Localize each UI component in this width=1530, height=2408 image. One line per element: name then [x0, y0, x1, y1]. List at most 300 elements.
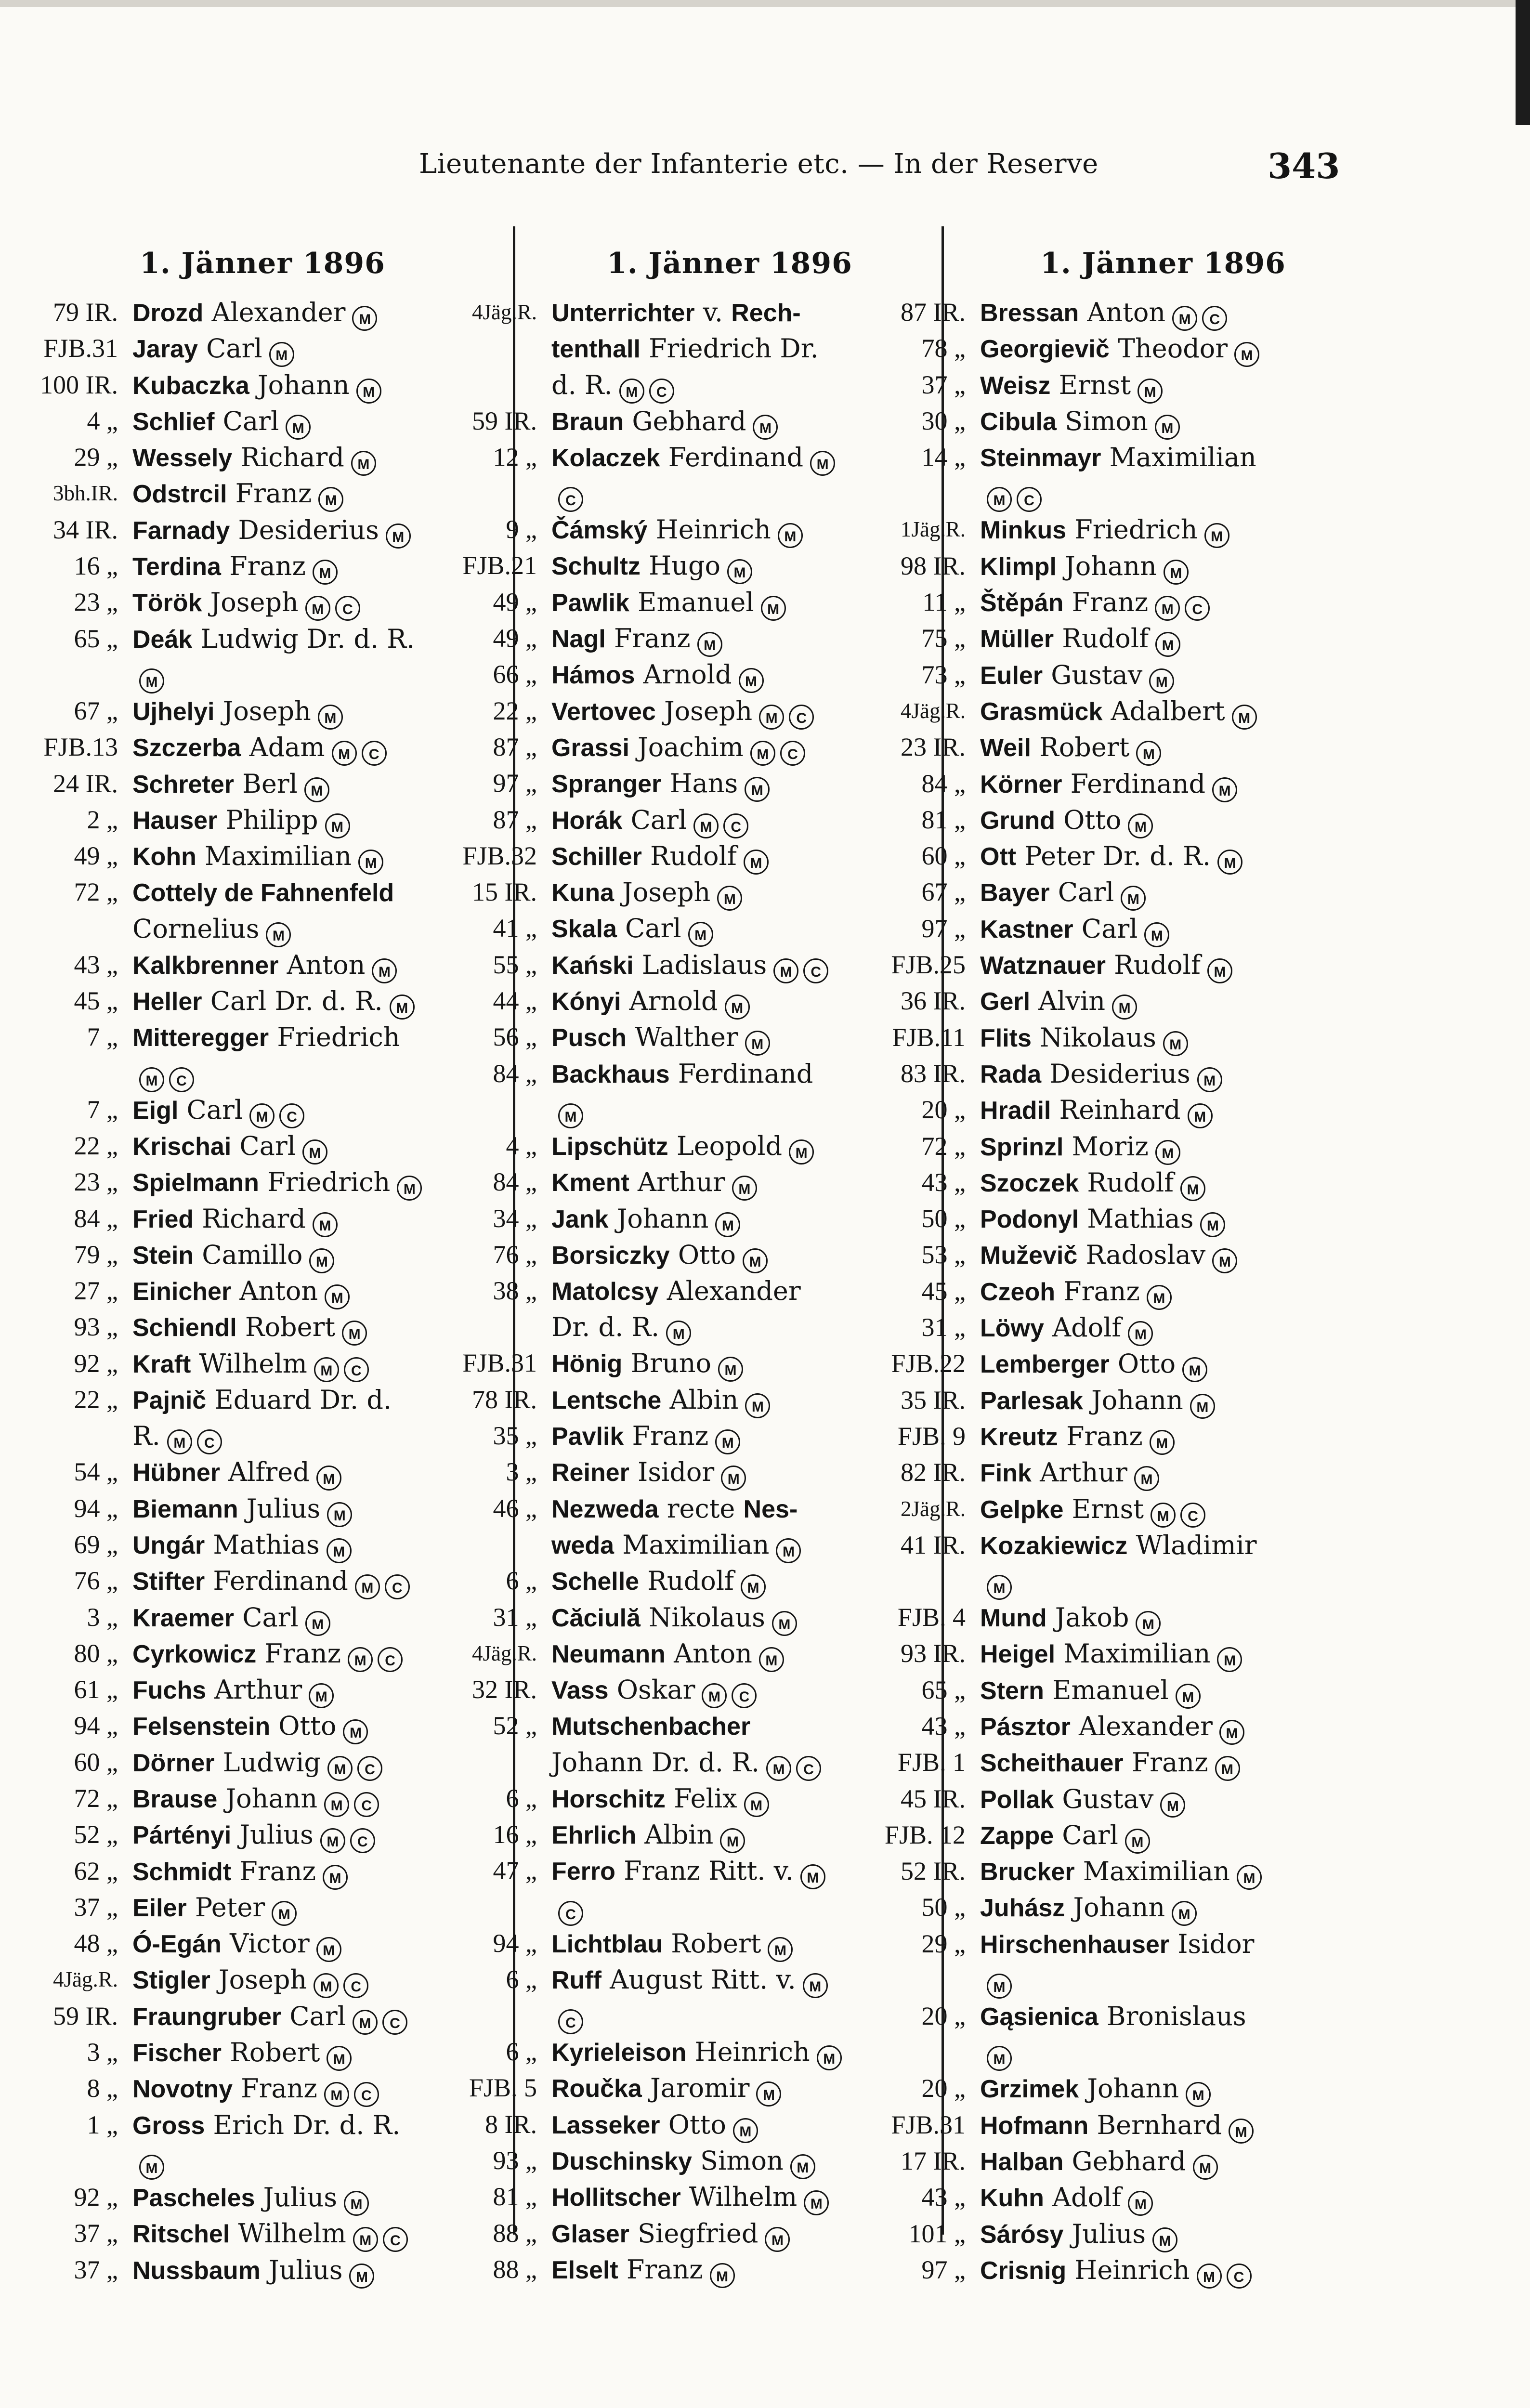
name-detail: Wilhelm	[230, 2218, 346, 2249]
surname: Grassi	[551, 733, 629, 762]
unit-label: 65 „	[921, 1675, 966, 1704]
unit-label: 87 IR.	[901, 298, 966, 327]
surname: Odstrcil	[132, 480, 227, 509]
unit-label: FJB.21	[462, 551, 537, 580]
surname: Juhász	[980, 1894, 1065, 1923]
list-item	[438, 1346, 939, 1382]
name-detail: Joseph	[655, 695, 753, 726]
civil-badge-icon: C	[335, 596, 360, 621]
military-merit-badge-icon: M	[352, 306, 377, 331]
military-merit-badge-icon: M	[372, 958, 397, 983]
list-item	[19, 1309, 506, 1346]
unit-label: 88 „	[493, 2218, 537, 2248]
list-item	[867, 2107, 1377, 2144]
name-detail: Richard	[194, 1203, 306, 1234]
military-merit-badge-icon: M	[344, 2191, 369, 2216]
unit-label: 37 „	[74, 1892, 118, 1922]
surname: Klimpl	[980, 552, 1057, 581]
surname: tenthall	[551, 335, 641, 364]
unit-label: 3 „	[87, 2038, 118, 2067]
military-merit-badge-icon: M	[1234, 342, 1259, 367]
military-merit-badge-icon: M	[1136, 741, 1161, 766]
surname: Hollitscher	[551, 2184, 681, 2212]
list-item	[438, 548, 939, 584]
military-merit-badge-icon: M	[332, 741, 357, 766]
surname: Einicher	[132, 1278, 232, 1306]
name-detail: Victor	[221, 1928, 310, 1959]
unit-label: 59 IR.	[53, 2001, 118, 2030]
surname: Pajnič	[132, 1387, 207, 1415]
name-detail: Friedrich Dr.	[640, 333, 819, 364]
unit-label: 7 „	[87, 1022, 118, 1052]
list-item	[19, 1563, 506, 1599]
name-detail: Maximilian	[1055, 1638, 1211, 1669]
military-merit-badge-icon: M	[355, 1574, 380, 1599]
surname: Ferro	[551, 1858, 615, 1886]
civil-badge-icon: C	[354, 1792, 379, 1817]
list-item	[19, 331, 506, 367]
list-item	[867, 1165, 1377, 1201]
military-merit-badge-icon: M	[386, 523, 411, 549]
name-detail: Camillo	[194, 1239, 303, 1270]
unit-label: 1 „	[87, 2110, 118, 2139]
civil-badge-icon: C	[378, 1647, 403, 1672]
name-detail: Mathias	[1079, 1204, 1194, 1234]
military-merit-badge-icon: M	[1172, 306, 1197, 331]
surname: Ó-Egán	[132, 1930, 222, 1959]
list-item	[19, 512, 506, 549]
name-detail: Franz	[605, 623, 691, 654]
list-item	[19, 1890, 506, 1926]
name-detail: Robert	[221, 2037, 320, 2068]
unit-label: 20 „	[921, 2074, 966, 2103]
name-detail: Arthur	[206, 1675, 302, 1705]
surname: Török	[132, 589, 202, 617]
list-item	[867, 1673, 1377, 1709]
list-item	[19, 730, 506, 766]
name-detail: Carl	[231, 1130, 296, 1161]
military-merit-badge-icon: M	[318, 487, 343, 512]
surname: Parlesak	[980, 1387, 1083, 1415]
unit-label: 44 „	[493, 986, 537, 1016]
list-item	[19, 1273, 506, 1309]
name-detail: Bruno	[622, 1348, 712, 1379]
name-detail: Anton	[1079, 297, 1166, 327]
entry-text	[980, 802, 1377, 838]
list-item	[438, 440, 939, 512]
list-item	[867, 983, 1377, 1020]
list-item	[19, 1454, 506, 1491]
name-detail: Ernst	[1063, 1493, 1144, 1524]
name-detail: Anton	[231, 1276, 318, 1307]
name-detail: Wilhelm	[680, 2182, 798, 2212]
entry-text	[980, 1020, 1377, 1056]
military-merit-badge-icon: M	[772, 1611, 797, 1636]
surname: Štěpán	[980, 589, 1064, 617]
unit-label: 75 „	[921, 624, 966, 653]
list-item	[438, 1853, 939, 1925]
military-merit-badge-icon: M	[1172, 1901, 1197, 1926]
list-item	[867, 1890, 1377, 1926]
name-detail: Johann	[217, 1783, 318, 1814]
list-item	[438, 1600, 939, 1636]
unit-label: 79 IR.	[53, 298, 118, 327]
surname: Horák	[551, 806, 623, 835]
surname: Podonyl	[980, 1205, 1079, 1234]
unit-label: 31 „	[493, 1602, 537, 1632]
name-detail: Hans	[661, 768, 738, 799]
list-item	[867, 585, 1377, 621]
unit-label: 14 „	[921, 443, 966, 472]
name-detail: Cornelius	[132, 913, 260, 944]
military-merit-badge-icon: M	[1186, 2082, 1211, 2107]
list-item	[19, 766, 506, 802]
unit-label: 67 „	[74, 696, 118, 725]
surname: Ehrlich	[551, 1821, 637, 1849]
list-item	[19, 1527, 506, 1563]
list-item	[19, 549, 506, 585]
list-item	[438, 2034, 939, 2070]
unit-label: 24 IR.	[53, 769, 118, 798]
list-item	[19, 875, 506, 947]
unit-label: 84 „	[74, 1204, 118, 1233]
unit-label: 43 „	[921, 1711, 966, 1741]
unit-label: 50 „	[921, 1204, 966, 1233]
unit-label: 6 „	[506, 1783, 537, 1813]
surname: Rech-	[731, 299, 801, 327]
unit-label: 80 „	[74, 1638, 118, 1668]
military-merit-badge-icon: M	[733, 2118, 758, 2143]
military-merit-badge-icon: M	[1155, 1140, 1180, 1165]
name-detail: Heinrich	[686, 2037, 810, 2068]
list-item	[867, 1492, 1377, 1528]
military-merit-badge-icon: M	[1217, 850, 1242, 875]
military-merit-badge-icon: M	[1215, 1756, 1240, 1781]
name-detail: v.	[694, 297, 732, 327]
surname: Pavlik	[551, 1423, 624, 1451]
surname: Kraft	[132, 1350, 191, 1378]
surname: Dörner	[132, 1749, 215, 1777]
unit-label: FJB. 12	[884, 1820, 966, 1849]
military-merit-badge-icon: M	[1219, 1720, 1244, 1745]
list-item	[867, 657, 1377, 694]
surname: Kyrieleison	[551, 2039, 687, 2067]
name-detail: Simon	[692, 2146, 784, 2176]
entry-text	[980, 2144, 1377, 2180]
military-merit-badge-icon: M	[1204, 523, 1229, 548]
list-item	[19, 947, 506, 983]
unit-label: 36 IR.	[901, 986, 966, 1016]
military-merit-badge-icon: M	[766, 1756, 791, 1781]
entry-text	[980, 1999, 1377, 2071]
unit-label: 94 „	[74, 1493, 118, 1523]
name-detail: Nikolaus	[1031, 1022, 1156, 1053]
name-detail: d. R.	[551, 369, 613, 400]
name-detail: Joseph	[214, 695, 311, 726]
entry-text	[980, 1854, 1377, 1890]
name-detail: Hugo	[640, 550, 721, 581]
name-detail: R.	[132, 1421, 160, 1452]
military-merit-badge-icon: M	[1138, 379, 1163, 404]
name-detail: Heinrich	[647, 514, 771, 545]
entry-text	[980, 1419, 1377, 1455]
unit-label: 22 „	[74, 1131, 118, 1160]
name-detail: Robert	[663, 1928, 761, 1959]
unit-label: 29 „	[921, 1929, 966, 1958]
list-item	[867, 730, 1377, 766]
entry-list	[19, 295, 506, 2289]
military-merit-badge-icon: M	[1229, 2119, 1254, 2144]
list-item	[438, 1201, 939, 1237]
list-item	[19, 404, 506, 440]
civil-badge-icon: C	[343, 1973, 368, 1998]
unit-label: 45 „	[74, 986, 118, 1016]
name-detail: Ferdinand	[1062, 768, 1206, 799]
list-item	[19, 585, 506, 621]
list-item	[19, 1092, 506, 1128]
unit-label: 84 „	[493, 1059, 537, 1088]
name-detail: Siegfried	[629, 2218, 758, 2249]
unit-label: 72 „	[921, 1131, 966, 1161]
name-detail: Maximilian	[614, 1529, 770, 1560]
entry-text	[980, 404, 1377, 440]
civil-badge-icon: C	[1180, 1503, 1205, 1528]
military-merit-badge-icon: M	[715, 1212, 740, 1237]
name-detail: Franz	[256, 1638, 341, 1669]
list-item	[19, 476, 506, 512]
military-merit-badge-icon: M	[987, 487, 1012, 512]
list-item	[867, 2071, 1377, 2107]
surname: Euler	[980, 661, 1043, 690]
list-item	[19, 1708, 506, 1744]
unit-label: 32 IR.	[472, 1675, 537, 1704]
unit-label: 79 „	[74, 1240, 118, 1269]
surname: Kreutz	[980, 1423, 1058, 1451]
entry-text	[980, 2180, 1377, 2216]
list-item	[19, 1020, 506, 1092]
name-detail: Franz	[227, 478, 312, 509]
list-item	[867, 1092, 1377, 1128]
military-merit-badge-icon: M	[1217, 1647, 1242, 1672]
military-merit-badge-icon: M	[759, 1647, 784, 1672]
surname: Gross	[132, 2111, 205, 2140]
military-merit-badge-icon: M	[1134, 1466, 1159, 1491]
unit-label: 69 „	[74, 1530, 118, 1559]
name-detail: Julius	[260, 2254, 343, 2285]
military-merit-badge-icon: M	[732, 1176, 757, 1201]
surname: Hönig	[551, 1350, 623, 1378]
unit-label: 84 „	[493, 1167, 537, 1197]
unit-label: 61 „	[74, 1675, 118, 1704]
entry-text	[980, 2216, 1377, 2252]
unit-label: 93 „	[493, 2146, 537, 2175]
entry-text	[980, 1201, 1377, 1237]
unit-label: 81 „	[493, 2182, 537, 2212]
list-item	[867, 1926, 1377, 1999]
civil-badge-icon: C	[649, 379, 674, 404]
military-merit-badge-icon: M	[810, 451, 835, 476]
military-merit-badge-icon: M	[790, 2154, 815, 2179]
surname: Terdina	[132, 553, 221, 581]
unit-label: 93 „	[74, 1312, 118, 1342]
military-merit-badge-icon: M	[343, 1719, 368, 1744]
unit-label: 16 „	[493, 1819, 537, 1849]
list-item	[867, 1528, 1377, 1600]
surname: Pártényi	[132, 1821, 232, 1850]
surname: Lichtblau	[551, 1930, 663, 1958]
list-item	[867, 1020, 1377, 1056]
unit-label: 11 „	[922, 588, 966, 617]
surname: Kastner	[980, 915, 1073, 943]
unit-label: 59 IR.	[472, 406, 537, 435]
surname: Gelpke	[980, 1495, 1064, 1524]
surname: Kment	[551, 1169, 629, 1197]
military-merit-badge-icon: M	[327, 1538, 352, 1563]
surname: Schlief	[132, 407, 215, 436]
entry-text	[980, 1781, 1377, 1818]
column-1	[19, 236, 506, 2285]
entry-text	[980, 1310, 1377, 1346]
unit-label: 47 „	[493, 1856, 537, 1885]
surname: Gerl	[980, 988, 1031, 1016]
unit-label: 20 „	[921, 1095, 966, 1125]
name-detail: Joachim	[629, 732, 744, 762]
list-item	[867, 766, 1377, 802]
scan-edge-top	[0, 0, 1530, 7]
unit-label: 55 „	[493, 950, 537, 979]
civil-badge-icon: C	[1185, 596, 1210, 621]
entry-text	[980, 1383, 1377, 1419]
military-merit-badge-icon: M	[327, 1502, 352, 1527]
unit-label: FJB.11	[892, 1022, 966, 1052]
name-detail: Robert	[236, 1312, 336, 1343]
entry-text	[980, 766, 1377, 802]
surname: Kraemer	[132, 1604, 235, 1632]
list-item	[19, 1962, 506, 1998]
military-merit-badge-icon: M	[1197, 2264, 1222, 2289]
list-item	[19, 1600, 506, 1636]
military-merit-badge-icon: M	[1152, 2227, 1177, 2252]
entry-text	[980, 1165, 1377, 1201]
military-merit-badge-icon: M	[324, 2082, 349, 2107]
name-detail: Peter Dr. d. R.	[1016, 841, 1211, 872]
name-detail: Arthur	[629, 1167, 725, 1198]
list-item	[438, 2070, 939, 2107]
surname: Crisnig	[980, 2256, 1067, 2285]
entry-text	[980, 875, 1377, 911]
military-merit-badge-icon: M	[1147, 1285, 1172, 1310]
military-merit-badge-icon: M	[753, 415, 778, 440]
entry-text	[980, 1274, 1377, 1310]
surname: Szoczek	[980, 1169, 1079, 1197]
list-item	[19, 2035, 506, 2071]
unit-label: 78 IR.	[472, 1385, 537, 1414]
surname: Glaser	[551, 2220, 629, 2248]
unit-label: 65 „	[74, 624, 118, 653]
military-merit-badge-icon: M	[1160, 1793, 1185, 1818]
military-merit-badge-icon: M	[324, 1792, 349, 1817]
entry-text	[980, 1709, 1377, 1745]
surname: Kuhn	[980, 2184, 1044, 2212]
surname: Sárósy	[980, 2220, 1064, 2249]
surname: Scheithauer	[980, 1749, 1124, 1778]
entry-text	[980, 1237, 1377, 1273]
unit-label: 97 „	[493, 769, 537, 798]
surname: Löwy	[980, 1314, 1044, 1343]
name-detail: Mathias	[205, 1529, 320, 1560]
civil-badge-icon: C	[354, 2082, 379, 2107]
name-detail: Otto	[1055, 804, 1122, 835]
military-merit-badge-icon: M	[325, 813, 350, 838]
name-detail: Friedrich	[269, 1022, 400, 1053]
unit-label: 41 IR.	[901, 1530, 966, 1559]
military-merit-badge-icon: M	[761, 596, 786, 621]
surname: Lasseker	[551, 2111, 660, 2139]
military-merit-badge-icon: M	[756, 2081, 781, 2107]
entry-text	[980, 983, 1377, 1020]
surname: Kónyi	[551, 988, 621, 1016]
military-merit-badge-icon: M	[710, 2263, 735, 2288]
list-item	[438, 2216, 939, 2252]
name-detail: Johann Dr. d. R.	[551, 1747, 760, 1778]
list-item	[867, 1455, 1377, 1491]
military-merit-badge-icon: M	[1155, 632, 1180, 657]
list-item	[438, 2252, 939, 2288]
surname: Cibula	[980, 407, 1057, 436]
name-detail: Carl	[178, 1094, 243, 1125]
name-detail: Johann	[1083, 1385, 1183, 1415]
surname: Duschinsky	[551, 2147, 692, 2176]
civil-badge-icon: C	[1227, 2264, 1252, 2289]
unit-label: 3 „	[506, 1457, 537, 1487]
surname: Mund	[980, 1604, 1047, 1633]
name-detail: Rudolf	[639, 1566, 734, 1597]
entry-text	[980, 1492, 1377, 1528]
name-detail: Carl	[622, 804, 687, 835]
military-merit-badge-icon: M	[619, 379, 644, 404]
surname: Fink	[980, 1459, 1032, 1488]
name-detail: Reinhard	[1051, 1095, 1181, 1125]
surname: Reiner	[551, 1459, 629, 1487]
unit-label: 4Jäg.R.	[472, 300, 537, 324]
surname: Cyrkowicz	[132, 1640, 257, 1668]
entry-text	[980, 1673, 1377, 1709]
list-item	[438, 1708, 939, 1780]
unit-label: 52 „	[74, 1820, 118, 1849]
unit-label: 20 „	[921, 2002, 966, 2031]
list-item	[19, 1128, 506, 1165]
name-detail: Franz	[233, 2073, 317, 2104]
entry-text	[980, 1129, 1377, 1165]
name-detail: Maximilian	[1101, 442, 1256, 473]
name-detail: Leopold	[668, 1130, 783, 1161]
surname: Vass	[551, 1676, 609, 1705]
list-item	[867, 549, 1377, 585]
list-item	[19, 2107, 506, 2180]
name-detail: Alexander	[658, 1276, 801, 1307]
civil-badge-icon: C	[382, 2010, 407, 2035]
military-merit-badge-icon: M	[348, 1647, 373, 1672]
surname: Krischai	[132, 1132, 232, 1161]
unit-label: 82 IR.	[901, 1458, 966, 1487]
unit-label: 17 IR.	[901, 2146, 966, 2175]
military-merit-badge-icon: M	[745, 1393, 770, 1418]
surname: Fuchs	[132, 1676, 207, 1705]
surname: Fischer	[132, 2039, 222, 2068]
unit-label: FJB. 9	[897, 1421, 966, 1451]
list-item	[867, 1636, 1377, 1672]
military-merit-badge-icon: M	[167, 1429, 192, 1454]
